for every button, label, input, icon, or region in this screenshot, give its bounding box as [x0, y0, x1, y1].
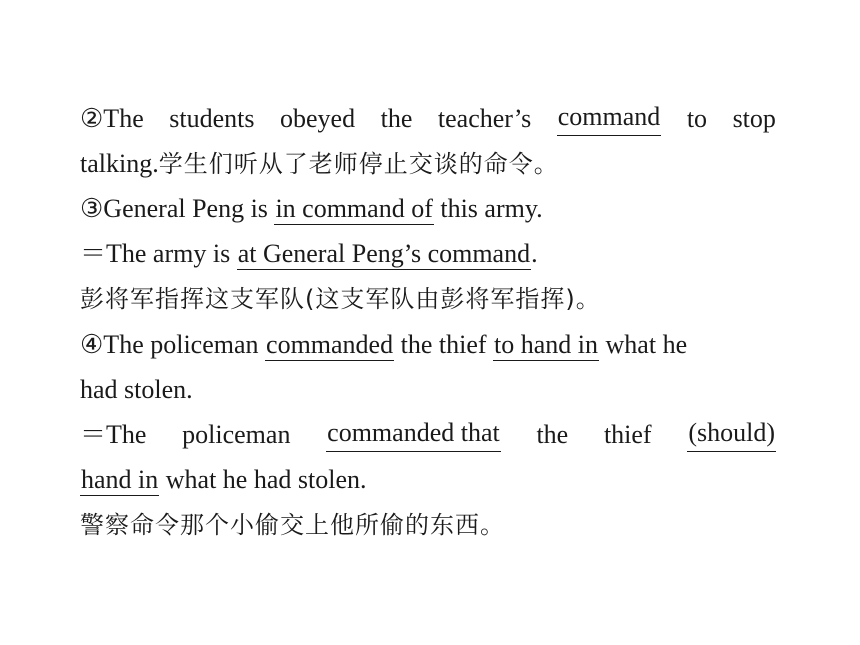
example-3-line-1 [80, 192, 776, 226]
english-text: had stolen. [80, 375, 193, 404]
example-4-line-5 [80, 508, 776, 542]
english-text: ③General Peng is [80, 194, 275, 223]
underlined-hand-in: hand in [81, 465, 159, 494]
example-3-line-2 [80, 237, 776, 271]
chinese-translation: 警察命令那个小偷交上他所偷的东西。 [80, 511, 505, 539]
word: the [380, 104, 413, 133]
word: to [686, 104, 708, 133]
word: thief [603, 420, 652, 449]
underlined-should: (should) [687, 418, 776, 452]
underlined-commanded-that: commanded that [326, 418, 501, 452]
example-4-line-2 [80, 373, 776, 407]
underlined-in-command-of: in command of [275, 194, 433, 223]
word: policeman [182, 420, 291, 449]
chinese-translation: 学生们听从了老师停止交谈的命令。 [158, 150, 559, 178]
word: ②The [80, 104, 144, 133]
english-text: . [531, 239, 538, 268]
example-4-line-4 [80, 463, 776, 497]
underlined-command: command [557, 102, 662, 136]
word: students [169, 104, 255, 133]
underlined-to-hand-in: to hand in [494, 330, 599, 359]
example-2-line-1 [80, 102, 776, 136]
english-text: the thief [394, 330, 494, 359]
english-text: talking. [80, 149, 159, 178]
chinese-translation: 彭将军指挥这支军队(这支军队由彭将军指挥)。 [80, 285, 601, 313]
word: ＝The [80, 420, 147, 449]
word: stop [732, 104, 776, 133]
english-text: ④The policeman [80, 330, 266, 359]
word: teacher’s [437, 104, 532, 133]
english-text: ＝The army is [80, 239, 237, 268]
word: obeyed [280, 104, 356, 133]
example-4-line-3 [80, 418, 776, 452]
english-text: what he had stolen. [159, 465, 367, 494]
english-text: this army. [433, 194, 543, 223]
underlined-at-command: at General Peng’s command [237, 239, 531, 268]
example-4-line-1 [80, 328, 776, 362]
english-text: what he [599, 330, 688, 359]
example-3-line-3 [80, 282, 776, 316]
underlined-commanded: commanded [266, 330, 394, 359]
word: the [536, 420, 569, 449]
example-2-line-2 [80, 147, 776, 181]
